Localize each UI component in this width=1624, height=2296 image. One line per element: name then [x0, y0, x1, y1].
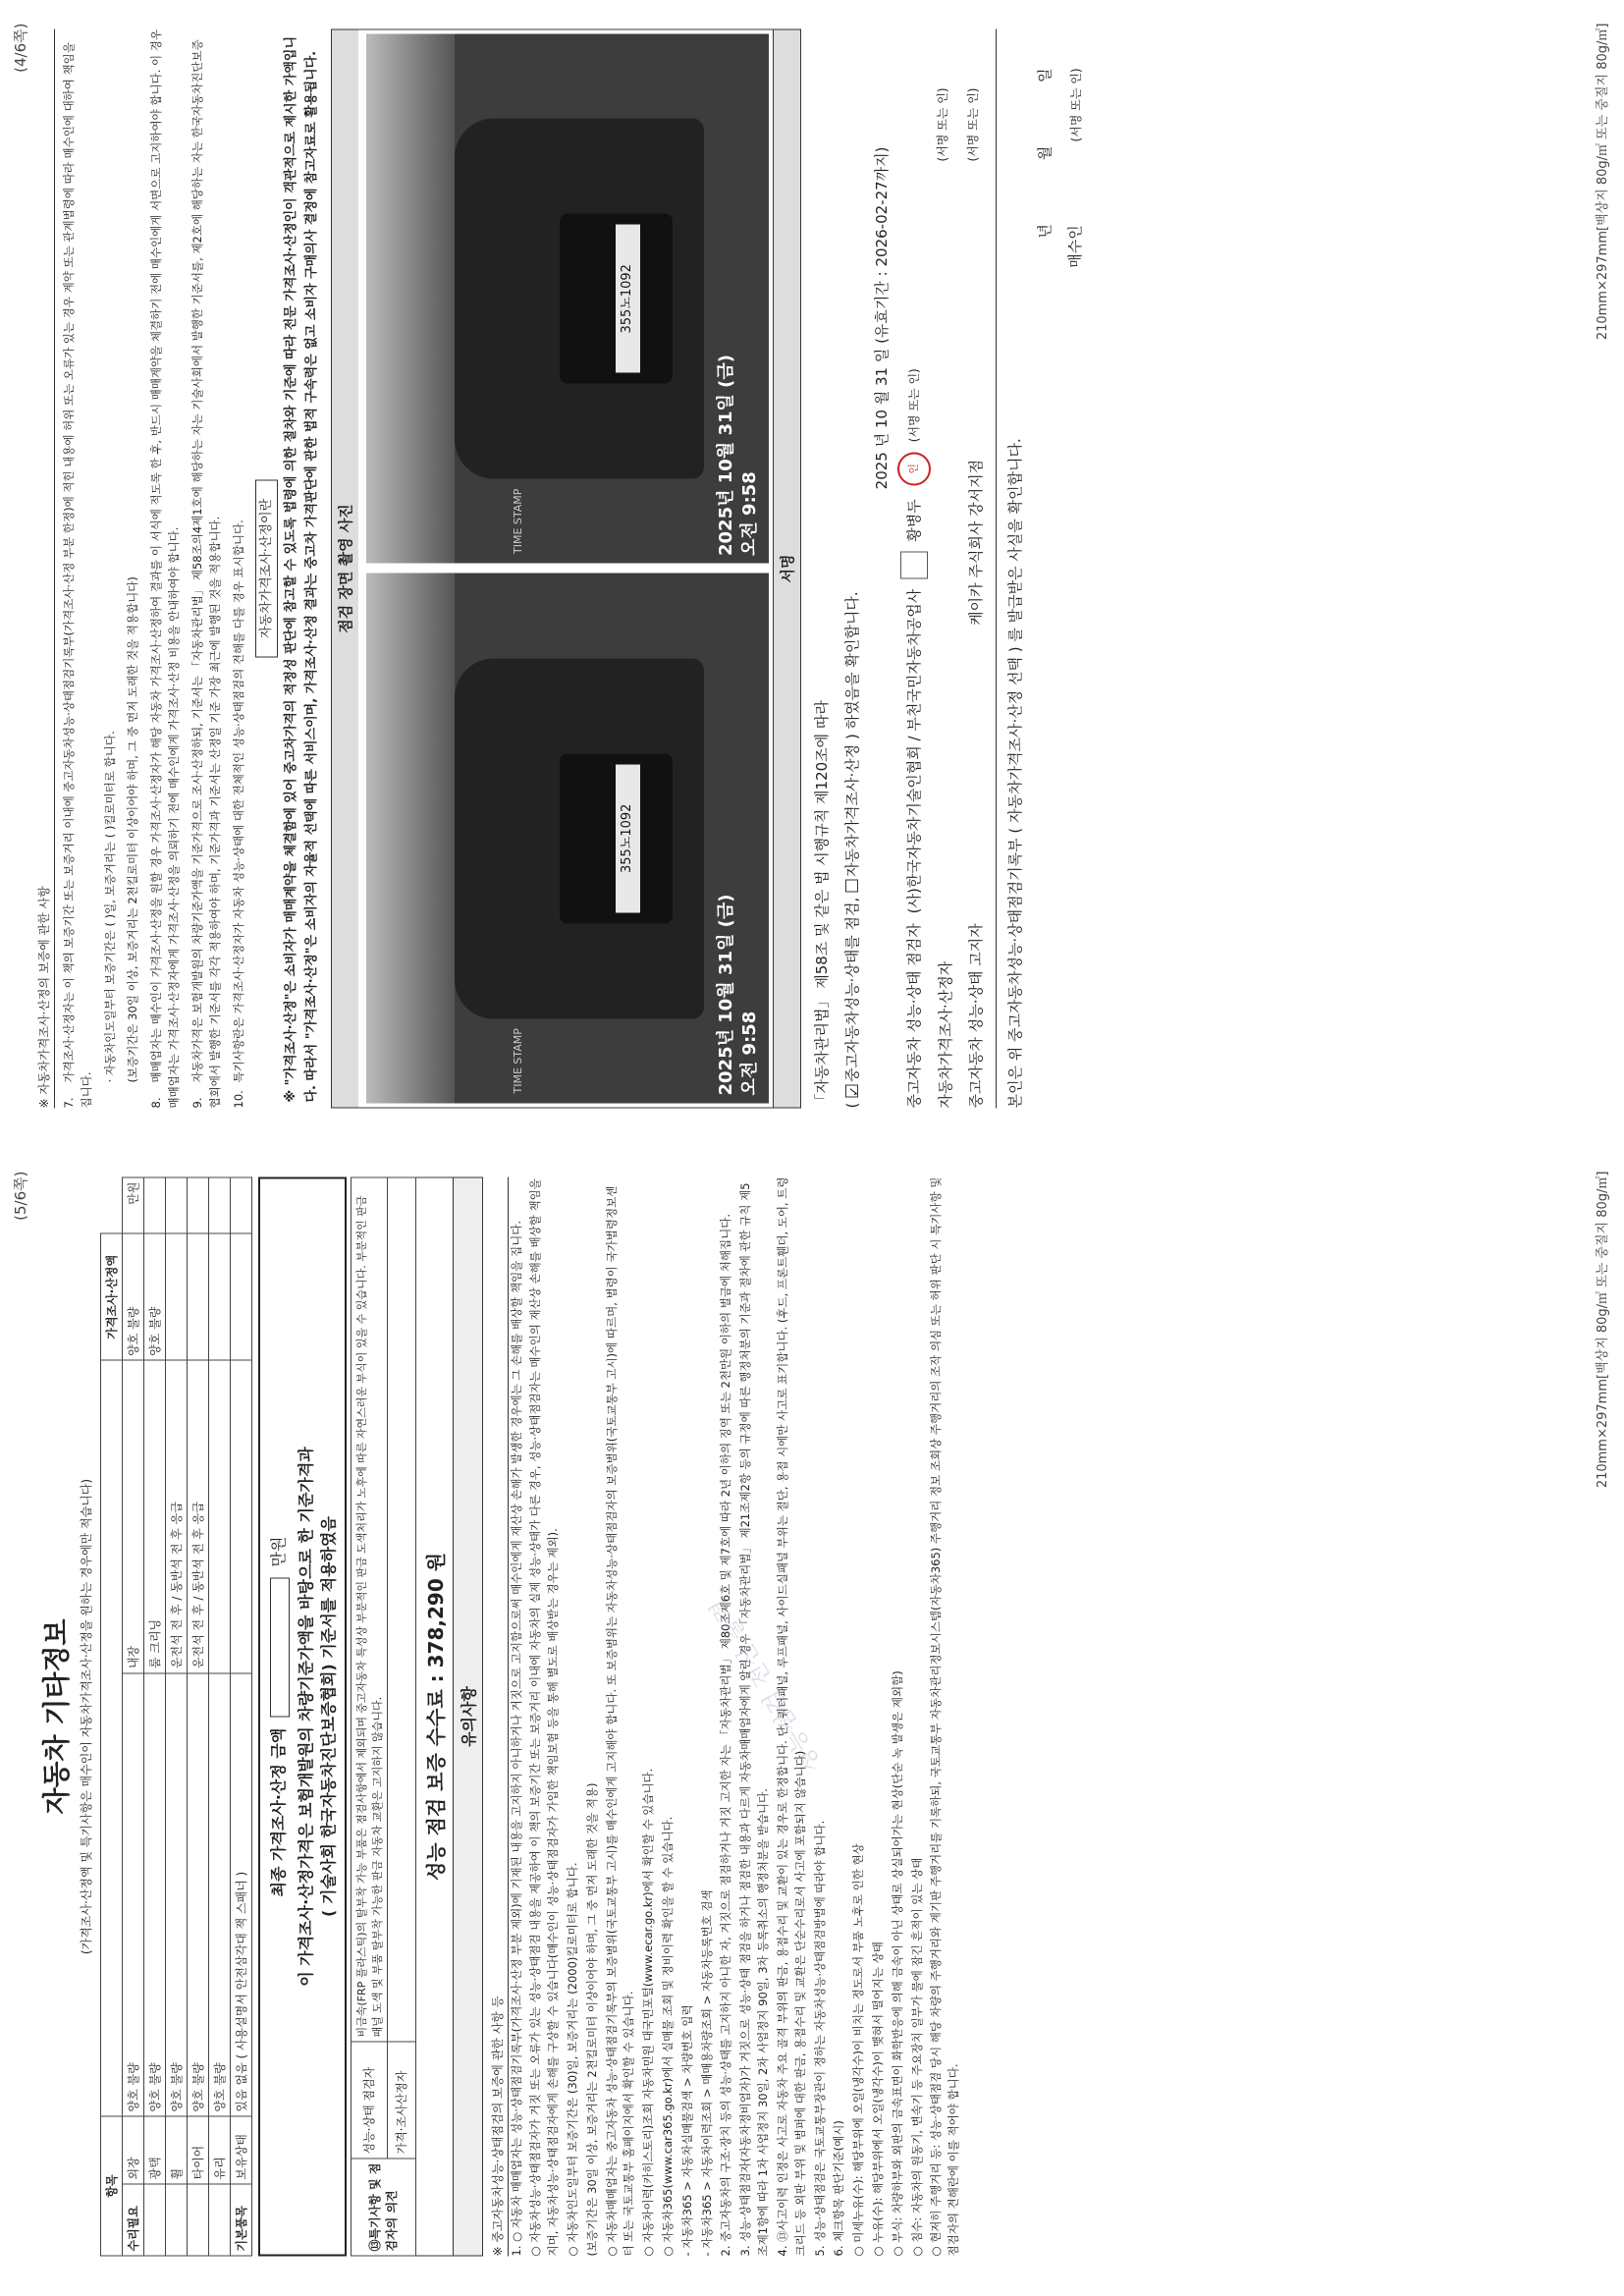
caution-item: 2. 중고자동차의 구조·장치 등의 성능·상태를 고지하지 아니한 자, 거짓으로 점검하거나 거짓 고지한 자는 「자동차관리법」 제80조제6호 및 제7호에 따라 2년 이하의 징역 또는 2천만원 이하의 벌금에 처해집니다.: [719, 1214, 733, 2257]
table-cell-name: 보유상태: [231, 2116, 252, 2184]
table-cell-name: 광택: [144, 2116, 166, 2184]
table-head: 가격조사·산정액: [101, 1233, 123, 1360]
buyer-label: 매수인: [1066, 225, 1085, 268]
table-cell-opts2[interactable]: 양호 불량: [123, 1233, 144, 1360]
date-line: 2025 년 10 월 31 일 (유효기간 : 2026-02-27까지): [873, 146, 892, 490]
photo-time: 오전 9:58: [738, 1011, 760, 1096]
inspection-photo-2: [366, 34, 769, 565]
table-cell-opts[interactable]: 양호 불량: [209, 1673, 231, 2116]
special-label: ⑬특기사항 및 점검자의 의견: [351, 2159, 415, 2256]
caution-list: [509, 1177, 964, 2257]
appraisal-checkbox[interactable]: [845, 880, 858, 893]
caution-item: - 자동차365 > 자동차이력조회 > 매매용차량조회 > 자동차등록번호 검색: [699, 1889, 714, 2257]
note-box: ※ "가격조사·산정"은 소비자가 매매계약을 체결함에 있어 중고차가격의 적정성 판단에 참고할 수 있도록 법령에 의한 절차와 기준에 따라 전문 가격조사·산정인이 객관적으로 제시한 가액입니다. 따라서 "가격조사·산정"은 소비자의 자율적 선택에 따른 서비스이며, 가격조사·산정 결과는 중고차 가격판단에 관한 법적 구속력은 없고 소비자 구매의사 결정에 참고자료로 활용됩니다.: [284, 35, 320, 1103]
photo-date: 2025년 10월 31일 (금): [716, 894, 737, 1096]
basis-line-2: ( 기술사회 한국자동차진단보증협회) 기준서를 적용하였음: [318, 1516, 338, 1917]
price-cell: 만원: [123, 1177, 144, 1233]
item-text: 가격조사·산정자는 이 책의 보증기간 또는 보증거리 이내에 중고자동차성능·상태점검기록부(가격조사·산정 부분 한정)에 적힌 내용에 허위 또는 오류가 있는 경우 계약 또는 관계법령에 따라 매수인에 대하여 책임을 집니다.: [62, 42, 93, 1109]
warranty-item: [189, 29, 225, 1109]
photo-title: 점검 장면 촬영 사진: [332, 30, 358, 1108]
warranty-item: [61, 29, 96, 1109]
caution-item: (보증기간은 30일 이상, 보증거리는 2천킬로미터 이상이어야 하며, 그 중 먼저 도래한 것을 적용): [584, 1782, 599, 2257]
price-cell: [166, 1177, 188, 1233]
timestamp-brand: TIME STAMP: [511, 1028, 524, 1094]
table-cell-group: [188, 2184, 209, 2256]
caution-item: ○ 누유(수): 해당부위에서 오일(냉각수)이 맺혀서 떨어지는 상태: [870, 1941, 885, 2257]
month-word: 월: [1036, 145, 1055, 161]
caution-title: 유의사항: [454, 1177, 483, 2257]
inspection-checkbox[interactable]: [845, 1085, 858, 1098]
item-number: 9.: [189, 1097, 204, 1109]
inspection-photo-1: [366, 574, 769, 1104]
caution-item: 1. ○ 자동차 매매업자는 성능·상태점검기록부(가격조사·산정 부분 제외)에 기재된 내용을 고지하지 아니하거나 거짓으로 고지함으로써 매수인에게 재산상 손해가 발생한 경우에는 그 손해를 배상할 책임을 집니다.: [509, 1220, 523, 2257]
table-row: [166, 1177, 188, 2256]
price-cell: [144, 1177, 166, 1233]
caution-item: 6. 체크항목 판단기준(예시): [832, 2120, 846, 2257]
table-cell-opts2[interactable]: 양호 불량: [144, 1233, 166, 1360]
license-plate: 355노1092: [616, 225, 640, 373]
table-cell-group: 기본품목: [231, 2184, 252, 2256]
table-cell-opts[interactable]: 양호 불량: [188, 1673, 209, 2116]
special-notes-table: [351, 1177, 416, 2257]
table-cell-name2: [231, 1360, 252, 1672]
warranty-item: [125, 29, 142, 1109]
table-row: [188, 1177, 209, 2256]
appraiser-label: 자동차가격조사·산정자: [937, 960, 955, 1109]
table-cell-name: 유리: [209, 2116, 231, 2184]
sign-title: 서명: [773, 30, 800, 1108]
sign-hint: (서명 또는 인): [906, 368, 921, 443]
table-cell-opts[interactable]: 있음 없음 ( 사용설명서 안전삼각대 잭 스패너 ): [231, 1673, 252, 2116]
appraiser-note: [387, 1177, 415, 2042]
table-row: [231, 1177, 252, 2256]
table-cell-name: 외장: [123, 2116, 144, 2184]
table-cell-name: 타이어: [188, 2116, 209, 2184]
table-cell-group: [166, 2184, 188, 2256]
page-number: (5/6쪽): [12, 1171, 29, 1221]
item-text: 자동차가격은 보험개발원의 차량기준가액을 기준가격으로 조사·산정하되, 기준서는 「자동차관리법」 제58조의4제1호에 해당하는 자는 기술사회에서 발행한 기준서를, 제2호에 해당하는 자는 한국자동차진단보증협회에서 발행한 기준서를 각각 적용하여야 하며, 기준가격과 기준서는 산정일 기준 가장 최근에 발행된 것을 적용합니다.: [189, 39, 222, 1109]
table-row: [123, 1177, 144, 2256]
license-plate: 355노1092: [616, 764, 640, 912]
table-cell-name2: 내장: [123, 1360, 144, 1672]
warranty-items: [61, 29, 247, 1109]
page-title: 자동차 기타정보: [40, 1618, 73, 1815]
check-line-a: 중고자동차성능·상태를 점검,: [842, 897, 861, 1082]
warranty-item: [102, 29, 120, 1109]
day-word: 일: [1036, 68, 1055, 82]
item-text: 매매업자는 매수인이 가격조사·산정을 원할 경우 가격조사·산정자가 해당 자동차 가격조사·산정하여 결과를 이 서식에 적도록 한 후, 반드시 매매계약을 체결하기 전에 매수인에게 서면으로 고지하여야 합니다. 이 경우 매매업자는 가격조사·산정자에게 가격조사·산정을 의뢰하기 전에 매수인에게 가격조사·산정 비용을 안내하여야 합니다.: [149, 29, 182, 1109]
final-price-field[interactable]: [270, 1578, 290, 1718]
caution-item: ○ 자동차매매업자는 중고자동차 성능·상태점검기록부의 보증범위(국토교통부 고시)를 매수인에게 고지해야 합니다. 또 보증범위는 자동차성능·상태점검자의 보증범위(국토교통부 고시)에 따르며, 법령이 국가법령정보센터 또는 국토교통부 홈페이지에서 확인할 수 있습니다.: [604, 1185, 636, 2257]
page-number: (4/6쪽): [12, 23, 29, 73]
table-cell-opts2[interactable]: [231, 1233, 252, 1360]
table-head: [101, 1360, 123, 2116]
caution-head: ※ 중고자동차성능·상태점검의 보증에 관한 사항 등: [487, 1177, 509, 2257]
price-cell: [188, 1177, 209, 1233]
table-cell-name2: 운전석 전 후 / 동반석 전 후 응급: [166, 1360, 188, 1672]
confirm-line: 본인은 위 중고자동차성능·상태점검기록부 ( 자동차가격조사·산정 선택 ) 를 발급받은 사실을 확인합니다.: [996, 29, 1031, 1109]
table-cell-opts2[interactable]: [209, 1233, 231, 1360]
page-5-panel: [0, 1148, 1624, 2296]
inspector-name: 황병두: [904, 499, 923, 542]
price-cell: [209, 1177, 231, 1233]
caution-item: ○ 자동차365(www.car365.go.kr)에서 실매물 조회 및 정비이력 확인을 할 수 있습니다.: [661, 1816, 675, 2257]
item-number: 8.: [149, 1097, 164, 1109]
year-word: 년: [1036, 224, 1055, 239]
notifier-label: 중고자동차 성능·상태 고지자: [966, 923, 985, 1109]
fee-line: 성능 점검 보증 수수료 : 378,290 원: [416, 1177, 454, 2257]
inspector-org: (사)한국자동차기술인협회 / 부천국민자동차공업사: [904, 588, 923, 914]
caution-item: ○ 자동차이력(카히스토리)조회 자동차민원 대국민포털(www.ecar.go.kr)에서 확인할 수 있습니다.: [641, 1768, 656, 2257]
notifier-name: 케이카 주식회사 강서지점: [966, 459, 985, 626]
page-5: [0, 1148, 1624, 2296]
caution-item: ○ 현저히 주행거리 등: 성능·상태점검 당시 해당 차량의 주행거리와 계기판 주행거리를 기록하되, 국토교통부 자동차관리정보시스템(자동차365) 주행거리 정보 조회상 주행거리의 조작 의심 또는 허위 판단 시 특기사항 및 점검자의 견해란에 이를 적어야 합니다.: [929, 1176, 961, 2257]
table-cell-opts2[interactable]: [166, 1233, 188, 1360]
final-price-box: [258, 1177, 347, 2257]
basis-line: 이 가격조사·산정가격은 보험개발원의 차량기준가액을 바탕으로 한 기준가격과: [296, 1447, 315, 1987]
section-head: ※ 자동차가격조사·산정의 보증에 관한 사항: [33, 29, 55, 1109]
caution-item: ○ 자동차성능·상태점검자가 거짓 또는 오류가 있는 성능·상태점검 내용을 제공하여 이 책의 보증기간 또는 보증거리 이내에 자동차의 실제 성능·상태가 다른 경우, 성능·상태점검자는 매수인의 재산상 손해를 배상할 책임을 지며, 자동차성능·상태점검자에게 손해를 구상할 수 있습니다(매수인이 성능·상태점검자가 가입한 책임보험 등을 통해 별도로 배상받는 경우는 제외).: [528, 1178, 561, 2257]
caution-item: - 자동차365 > 자동차실매물검색 > 차량번호 입력: [679, 2004, 694, 2257]
warranty-item: [148, 29, 184, 1109]
signature-block: 「자동차관리법」 제58조 및 같은 법 시행규칙 제120조에 따라 ( ✓중고자동차성능·상태를 점검, 자동차가격조사·산정 ) 하였음을 확인합니다. 2025 년 10 월 31 일 (유효기간 : 2026-02-27까지) 중고자동차 성능·상태 점검자 (사)한국자동차기술인협회 / 부천국민자동차공업사 황병두 인 (서명 또는 인) 자동차가격조사·산정자 (서명 또는 인) 중고자동차 성능·상태 고지자 케이카 주식회사 강서지점 (서명 또는 인) 본인은 위 중고자동차성능·상태점검기록부 ( 자동차가격조사·산정 선택 ) 를 발급받은 사실을 확인합니다. 년 월 일 매수인 (서명 또는 인): [807, 29, 1091, 1109]
table-cell-group: 수리필요: [123, 2184, 144, 2256]
table-cell-opts[interactable]: 양호 불량: [166, 1673, 188, 2116]
check-line-b: 자동차가격조사·산정 ) 하였음을 확인합니다.: [842, 591, 861, 877]
table-cell-name2: 운전석 전 후 / 동반석 전 후 응급: [188, 1360, 209, 1672]
item-text: 특기사항란은 가격조사·산정자가 자동차 성능·상태에 대한 전체적인 성능·상태점검의 견해를 다를 경우 표시합니다.: [231, 519, 245, 1083]
caution-item: ○ 부식: 차량하부와 외판의 금속표면이 화학반응에 의해 금속이 아닌 상태로 상실되어가는 현상(단순 녹 발생은 제외함): [890, 1670, 904, 2257]
sign-hint: (서명 또는 인): [965, 87, 980, 162]
item-number: 7.: [62, 1097, 76, 1109]
table-cell-name2: [209, 1360, 231, 1672]
inspector-label: 중고자동차 성능·상태 점검자: [904, 923, 923, 1109]
qr-code-icon: [900, 552, 928, 579]
photo-date: 2025년 10월 31일 (금): [716, 355, 737, 556]
note-box-label: 자동차가격조사·산정이란: [255, 480, 278, 657]
photo-time: 오전 9:58: [738, 471, 760, 556]
warranty-item: [231, 29, 248, 1109]
table-cell-name: 휠: [166, 2116, 188, 2184]
table-cell-group: [209, 2184, 231, 2256]
page-footer: 210mm×297mm[백상지 80g/㎡ 또는 중질지 80g/㎡]: [1596, 23, 1610, 341]
watermark: 성능점검 전산 출력: [704, 1592, 827, 1777]
item-text: · 자동차인도일부터 보증기간은 ( )일, 보증거리는 ( )킬로미터로 합니다.: [102, 731, 117, 1083]
sign-hint: (서명 또는 인): [936, 87, 950, 162]
table-cell-group: [144, 2184, 166, 2256]
table-body: [123, 1177, 252, 2256]
vehicle-info-table: [100, 1177, 252, 2257]
special-sub1: 성능·상태 점검자: [351, 2042, 387, 2159]
table-cell-opts[interactable]: 양호 불량: [144, 1673, 166, 2116]
table-cell-opts[interactable]: 양호 불량: [123, 1673, 144, 2116]
table-head: 항목: [101, 2116, 123, 2256]
caution-item: 4. ⑬사고이력 인정은 사고로 자동차 주요 골격 부위의 판금, 용접수리 및 교환이 있는 경우로 한정합니다. 단, 쿼터패널, 루프패널, 사이드실패널 부위는 절단, 용접 시에만 사고로 표기합니다. (후드, 프론트휀더, 도어, 트렁크리드 등 외판 부위 및 범퍼에 대한 판금, 용접수리 및 교환은 단순수리로서 사고에 포함되지 않습니다): [775, 1176, 807, 2257]
special-text: 비금속(FRP 플라스틱)의 탈부착 가능 부품은 점검사항에서 제외되며 중고자동차 특성상 부분적인 판금 도색처리가 노후에 따른 자연스러운 부식이 있을 수 있습니다. 부분적인 판금 패널 도색 및 부품 탈부착 가능한 판금 자동차 교환은 고지하지 않습니다.: [351, 1177, 387, 2042]
caution-item: 5. 성능·상태점검은 국토교통부장관이 정하는 자동차성능·상태점검방법에 따라야 합니다.: [812, 1820, 827, 2257]
page-subtitle: (가격조사·산정액 및 특기사항은 매수인이 자동차가격조사·산정을 원하는 경우에만 적습니다): [80, 1478, 93, 1955]
page-footer: 210mm×297mm[백상지 80g/㎡ 또는 중질지 80g/㎡]: [1596, 1171, 1610, 1489]
table-row: [144, 1177, 166, 2256]
table-cell-name2: 룸 크리닝: [144, 1360, 166, 1672]
table-row: [209, 1177, 231, 2256]
timestamp-brand: TIME STAMP: [511, 488, 524, 554]
law-line: 「자동차관리법」 제58조 및 같은 법 시행규칙 제120조에 따라: [812, 700, 831, 1109]
seal-icon: 인: [897, 452, 931, 485]
price-cell: [231, 1177, 252, 1233]
table-cell-opts2[interactable]: [188, 1233, 209, 1360]
caution-item: ○ 침수: 자동차의 원동기, 변속기 등 주요장치 일부가 물에 잠긴 흔적이 있는 상태: [909, 1857, 924, 2257]
final-unit: 만원: [269, 1536, 288, 1567]
caution-item: 3. 성능·상태점검자(자동차정비업자)가 거짓으로 성능·상태 점검을 하거나 점검한 내용과 다르게 자동차매매업자에게 알린 경우 「자동차관리법」 제21조제2항 등의 규정에 따른 행정처분의 기준과 절차에 관한 규칙 제5조제1항에 따라 1차 사업정지 30일, 2차 사업정지 90일, 3차 등록취소의 행정처분을 받습니다.: [738, 1182, 771, 2257]
final-label: 최종 가격조사·산정 금액: [269, 1727, 288, 1897]
sign-hint: (서명 또는 인): [1069, 68, 1084, 142]
item-number: 10.: [231, 1090, 245, 1109]
special-sub2: 가격·조사산정자: [387, 2042, 415, 2159]
caution-item: ○ 자동차인도일부터 보증기간은 (30)일, 보증거리는 (2000)킬로미터로 합니다.: [565, 1862, 579, 2257]
caution-item: ○ 미세누유(수): 해당부위에 오일(냉각수)이 비치는 정도로서 부품 노후로 인한 현상: [851, 1843, 866, 2257]
item-text: (보증기간은 30일 이상, 보증거리는 2천킬로미터 이상이어야 하며, 그 중 먼저 도래한 것을 적용합니다): [126, 576, 140, 1083]
